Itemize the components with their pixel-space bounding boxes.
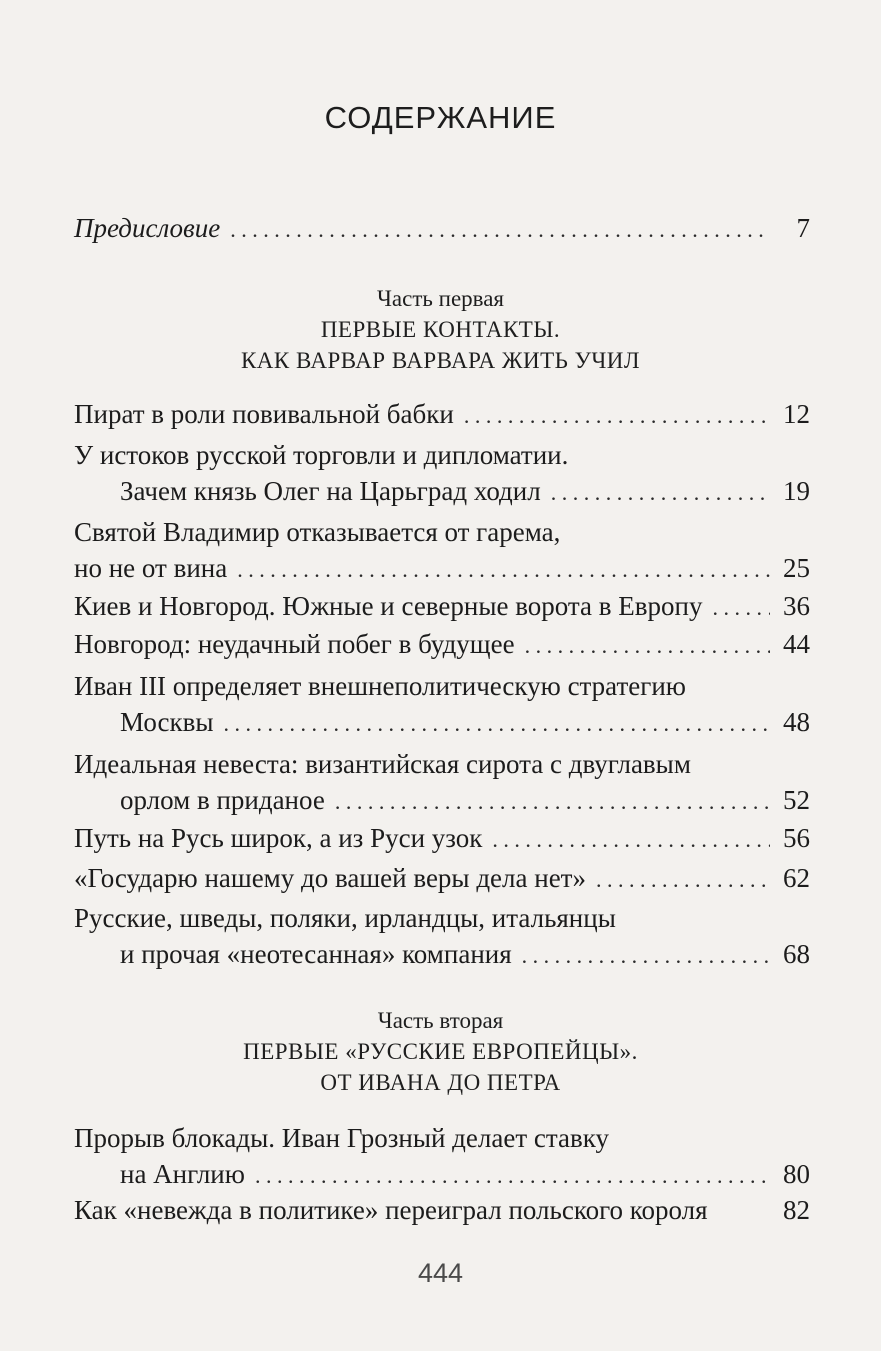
toc-entry-title: Киев и Новгород. Южные и северные ворота в Европу	[74, 591, 703, 621]
dot-leader	[525, 628, 770, 664]
toc-entry	[74, 437, 810, 511]
toc-entry-title-line: У истоков русской торговли и дипломатии.	[74, 440, 569, 470]
toc-entry	[74, 668, 810, 742]
toc-page-number: 12	[783, 399, 810, 429]
dot-leader	[492, 822, 770, 858]
toc-page-number: 80	[783, 1159, 810, 1189]
toc-entry-title: и прочая «неотесанная» компания	[120, 939, 512, 969]
toc-entry	[74, 588, 810, 626]
dot-leader	[522, 938, 770, 974]
part-name: Часть вторая	[377, 1008, 504, 1033]
part-title-line: ОТ ИВАНА ДО ПЕТРА	[320, 1070, 561, 1095]
toc-page-number: 52	[783, 785, 810, 815]
toc-page-number: 56	[783, 823, 810, 853]
toc-page-number: 62	[783, 863, 810, 893]
toc-entry-title: Путь на Русь широк, а из Руси узок	[74, 823, 483, 853]
toc-entry	[74, 820, 810, 858]
toc-entry-title-line: Русские, шведы, поляки, ирландцы, итальянцы	[74, 903, 616, 933]
toc-page-number: 68	[783, 939, 810, 969]
page-number: 444	[417, 1258, 464, 1288]
dot-leader	[237, 552, 770, 588]
toc-page-number: 7	[796, 213, 810, 243]
toc-entry	[74, 1192, 810, 1228]
dot-leader	[230, 212, 770, 248]
toc-entry-title: на Англию	[120, 1159, 245, 1189]
toc-page-number: 36	[783, 591, 810, 621]
dot-leader	[255, 1158, 770, 1194]
part-heading-2	[0, 1005, 881, 1098]
toc-entry-title: Новгород: неудачный побег в будущее	[74, 629, 515, 659]
toc-entry	[74, 900, 810, 974]
part-title-line: КАК ВАРВАР ВАРВАРА ЖИТЬ УЧИЛ	[240, 348, 641, 373]
toc-entry	[74, 514, 810, 588]
dot-leader	[224, 706, 771, 742]
toc-entry	[74, 396, 810, 434]
toc-page-number: 82	[783, 1195, 810, 1225]
toc-entry-title: Как «невежда в политике» переиграл польского короля	[74, 1195, 708, 1225]
toc-entry-title: Москвы	[120, 707, 214, 737]
toc-entry-title-line: Святой Владимир отказывается от гарема,	[74, 517, 561, 547]
dot-leader	[464, 398, 770, 434]
toc-entry-title: Зачем князь Олег на Царьград ходил	[120, 476, 541, 506]
toc-entry	[74, 626, 810, 664]
dot-leader	[551, 475, 770, 511]
toc-entry-preface	[74, 210, 810, 248]
toc-entry-title: «Государю нашему до вашей веры дела нет»	[74, 863, 586, 893]
part-name: Часть первая	[376, 286, 505, 311]
toc-entry-title-line: Идеальная невеста: византийская сирота с двуглавым	[74, 749, 691, 779]
toc-entry-title: орлом в приданое	[120, 785, 325, 815]
dot-leader	[596, 862, 770, 898]
toc-entry-title-line: Иван III определяет внешнеполитическую стратегию	[74, 671, 686, 701]
toc-entry	[74, 860, 810, 898]
toc-entry-title: Предисловие	[74, 213, 221, 243]
toc-entry	[74, 746, 810, 820]
toc-page-number: 44	[783, 629, 810, 659]
dot-leader	[712, 590, 770, 626]
toc-page-number: 19	[783, 476, 810, 506]
toc-entry-title-line: Прорыв блокады. Иван Грозный делает ставку	[74, 1123, 609, 1153]
toc-page-number: 48	[783, 707, 810, 737]
part-heading-1	[0, 283, 881, 376]
toc-entry	[74, 1120, 810, 1194]
part-title-line: ПЕРВЫЕ КОНТАКТЫ.	[320, 317, 561, 342]
toc-page-number: 25	[783, 553, 810, 583]
dot-leader	[335, 784, 770, 820]
toc-entry-title: Пират в роли повивальной бабки	[74, 399, 454, 429]
part-title-line: ПЕРВЫЕ «РУССКИЕ ЕВРОПЕЙЦЫ».	[243, 1039, 638, 1064]
toc-entry-title: но не от вина	[74, 553, 228, 583]
page-title: СОДЕРЖАНИЕ	[324, 100, 557, 135]
